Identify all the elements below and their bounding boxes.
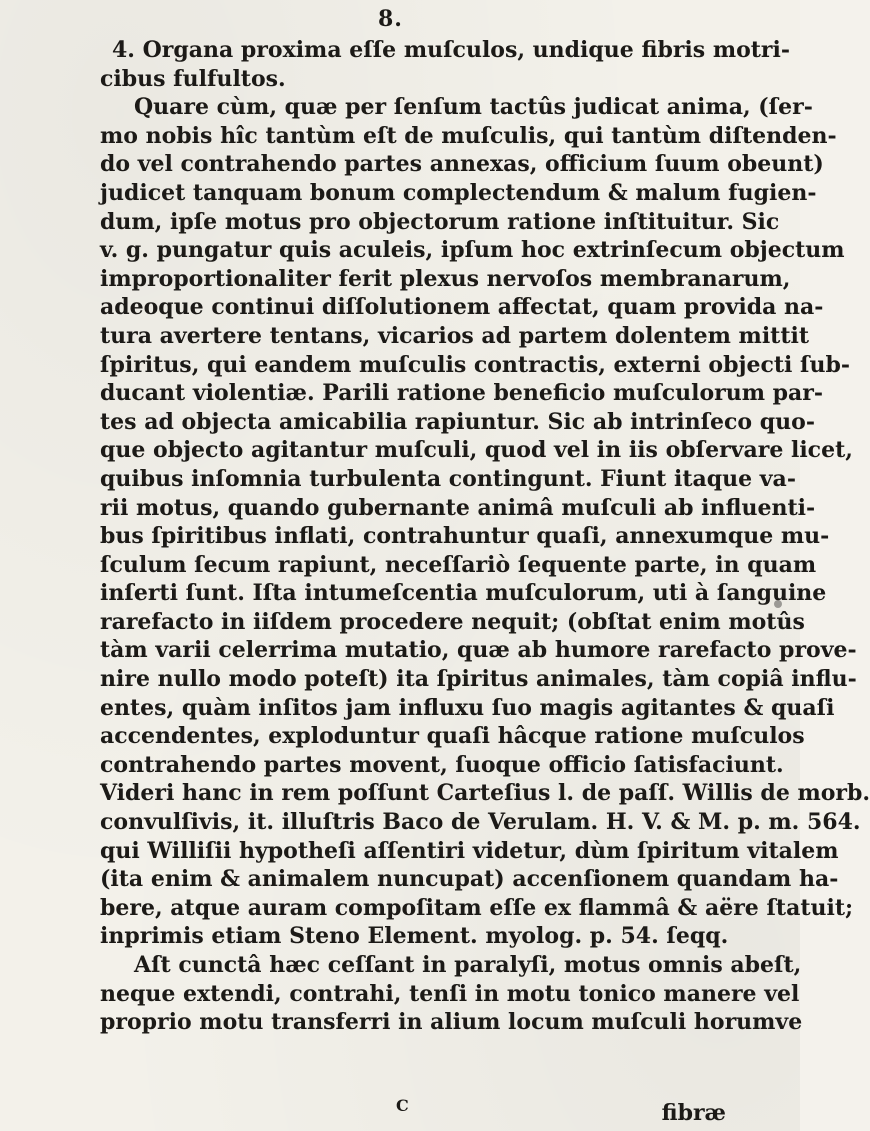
text-line: rii motus, quando gubernante animâ muſculi ab influenti- <box>100 494 816 521</box>
text-line: ſpiritus, qui eandem muſculis contractis, externi objecti ſub- <box>100 351 850 378</box>
text-line: Aſt cunctâ hæc ceſſant in paralyſi, motus omnis abeſt, <box>134 952 802 978</box>
body-text <box>100 36 870 1037</box>
text-line: quibus inſomnia turbulenta contingunt. Fiunt itaque va- <box>100 465 796 492</box>
text-line: tes ad objecta amicabilia rapiuntur. Sic ab intrinſeco quo- <box>100 408 815 435</box>
text-line: dum, ipſe motus pro objectorum ratione inſtituitur. Sic <box>100 208 780 235</box>
text-line: inſerti ſunt. Iſta intumeſcentia muſculorum, uti à ſanguine <box>100 580 827 607</box>
text-line: adeoque continui diſſolutionem affectat, quam provida na- <box>100 294 824 321</box>
text-line: rarefacto in iiſdem procedere nequit; (obſtat enim motûs <box>100 608 805 635</box>
text-line: 4. Organa proxima eſſe muſculos, undique fibris motri- <box>112 37 791 63</box>
text-line: proprio motu transferri in alium locum muſculi horumve <box>100 1009 803 1036</box>
text-line: entes, quàm inſitos jam influxu ſuo magis agitantes & quaſi <box>100 694 835 721</box>
text-line: bus ſpiritibus inflati, contrahuntur quaſi, annexumque mu- <box>100 523 830 550</box>
text-line: accendentes, exploduntur quaſi hâcque ratione muſculos <box>100 723 805 750</box>
text-line: convulſivis, it. illuſtris Baco de Verulam. H. V. & M. p. m. 564. <box>100 809 861 836</box>
text-line: mo nobis hîc tantùm eſt de muſculis, qui tantùm diſtenden- <box>100 122 837 149</box>
text-line: cibus fulfultos. <box>100 65 286 92</box>
text-line: ducant violentiæ. Parili ratione beneficio muſculorum par- <box>100 380 824 407</box>
text-line: nire nullo modo poteſt) ita ſpiritus animales, tàm copiâ influ- <box>100 666 857 693</box>
text-line: tàm varii celerrima mutatio, quæ ab humore rarefacto prove- <box>100 637 857 664</box>
catchword: fibræ <box>661 1100 726 1126</box>
text-line: (ita enim & animalem nuncupat) accenſionem quandam ha- <box>100 866 839 893</box>
text-line: do vel contrahendo partes annexas, officium ſuum obeunt) <box>100 151 824 178</box>
ink-spot <box>774 600 782 608</box>
text-line: ſculum ſecum rapiunt, neceſſariò ſequente parte, in quam <box>100 551 817 578</box>
page-number: 8. <box>378 6 403 32</box>
text-line: improportionaliter ferit plexus nervoſos membranarum, <box>100 265 791 292</box>
text-line: neque extendi, contrahi, tenſi in motu tonico manere vel <box>100 980 800 1007</box>
text-line: tura avertere tentans, vicarios ad partem dolentem mittit <box>100 322 810 349</box>
text-line: judicet tanquam bonum complectendum & malum fugien- <box>100 179 817 206</box>
text-line: que objecto agitantur muſculi, quod vel in iis obſervare licet, <box>100 437 853 464</box>
text-line: Videri hanc in rem poſſunt Carteſius l. de paſſ. Willis de morb. <box>100 780 870 807</box>
text-line: contrahendo partes movent, ſuoque officio ſatisfaciunt. <box>100 751 784 778</box>
text-line: qui Williſii hypotheſi aſſentiri videtur, dùm ſpiritum vitalem <box>100 837 839 864</box>
text-line: inprimis etiam Steno Element. myolog. p. 54. ſeqq. <box>100 923 729 950</box>
text-line: v. g. pungatur quis aculeis, ipſum hoc extrinſecum objectum <box>100 237 845 264</box>
text-line: Quare cùm, quæ per ſenſum tactûs judicat anima, (ſer- <box>134 94 813 121</box>
signature-mark: C <box>396 1096 409 1115</box>
text-line: bere, atque auram compoſitam eſſe ex flammâ & aëre ſtatuit; <box>100 894 854 921</box>
